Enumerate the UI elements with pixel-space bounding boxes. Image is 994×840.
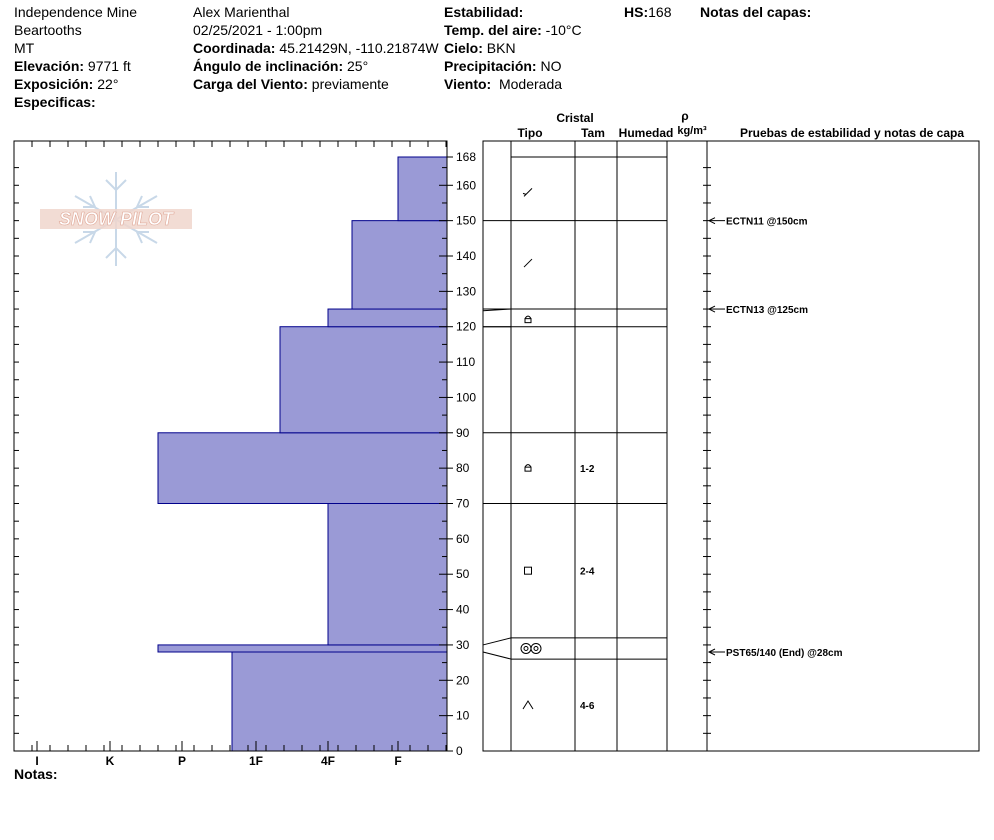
sky-value: BKN [486, 40, 516, 56]
crystal-ring [524, 646, 528, 650]
coordinate-value: 45.21429N, -110.21874W [279, 40, 439, 56]
air-temp-value: -10°C [545, 22, 582, 38]
hardness-layer-bar [398, 157, 447, 221]
elevation-label: Elevación: [14, 58, 85, 74]
height-tick-label: 140 [456, 249, 477, 263]
height-tick-label: 30 [456, 637, 470, 652]
crystal-caret [523, 701, 533, 709]
height-tick-label: 0 [456, 744, 463, 758]
size-header: Tam [581, 126, 605, 140]
precip-value: NO [540, 58, 562, 74]
stability-test [709, 217, 808, 228]
hardness-label: 4F [320, 754, 336, 768]
wind-value: Moderada [498, 76, 563, 92]
height-tick-label: 10 [456, 708, 470, 723]
crystal-size: 1-2 [580, 464, 595, 476]
height-tick-label: 160 [456, 178, 477, 193]
hardness-layers [158, 157, 447, 751]
crystal-faceted-icon [525, 567, 532, 574]
crystal-stroke [524, 259, 532, 267]
height-tick-label: 120 [456, 319, 477, 334]
hardness-label: K [105, 754, 115, 768]
logo-text: SNOW PILOT [59, 209, 173, 229]
crystal-symbols [521, 188, 595, 712]
air-temp-label: Temp. del aire: [444, 22, 542, 38]
hardness-label: I [35, 754, 39, 768]
height-tick-label: 40 [456, 602, 470, 617]
crystal-ring [534, 646, 538, 650]
hardness-label: 1F [248, 754, 264, 768]
wind-label: Viento: [444, 76, 492, 92]
observer-name: Alex Marienthal [193, 4, 290, 20]
height-tick-label: 150 [456, 213, 477, 228]
hs-label: HS: [624, 4, 649, 20]
crystal-stroke [523, 193, 526, 194]
crystal-mixed-icon [525, 465, 531, 472]
tests-header: Pruebas de estabilidad y notas de capa [739, 126, 965, 140]
crystal-box [525, 319, 531, 323]
hardness-label: F [394, 754, 402, 768]
height-tick-label: 168 [456, 150, 477, 164]
hardness-layer-bar [352, 221, 447, 309]
specifics-label: Especificas: [14, 94, 96, 110]
moisture-header: Humedad [618, 126, 674, 140]
height-tick-label: 130 [456, 284, 477, 299]
snowpilot-logo [40, 172, 192, 266]
stability-tests [709, 217, 843, 659]
hardness-layer-bar [280, 327, 447, 433]
height-tick-label: 20 [456, 673, 470, 688]
aspect-label: Exposición: [14, 76, 94, 92]
elevation-value: 9771 ft [87, 58, 131, 74]
crystal-ring [521, 643, 531, 653]
crystal-box [525, 567, 532, 574]
hardness-layer-bar [158, 433, 447, 504]
precip-label: Precipitación: [444, 58, 537, 74]
stability-label: Estabilidad: [444, 4, 524, 20]
height-tick-label: 110 [456, 355, 476, 370]
crystal-mixed-icon [525, 316, 531, 323]
hs-value: 168 [648, 4, 672, 20]
crystal-decomposed-icon [524, 259, 532, 267]
wind-load-value: previamente [311, 76, 389, 92]
stability-test [709, 648, 843, 659]
hardness-layer-bar [232, 652, 447, 751]
height-tick-label: 50 [456, 567, 470, 582]
layer-connector [483, 638, 511, 645]
crystal-box [525, 467, 531, 471]
aspect-value: 22° [97, 76, 119, 92]
test-label: ECTN11 @150cm [726, 216, 808, 228]
height-tick-label: 80 [456, 461, 470, 476]
density-unit-header: kg/m³ [677, 125, 707, 137]
crystal-ring [531, 643, 541, 653]
crystal-melt-freeze-icon [521, 643, 541, 653]
crystal-stroke [524, 188, 532, 196]
crystal-decomposed-icon [523, 188, 532, 196]
layer-connector [483, 652, 511, 659]
mountain-range: Beartooths [14, 22, 82, 38]
notes-label: Notas: [14, 766, 58, 782]
hardness-label: P [177, 754, 187, 768]
state: MT [14, 40, 35, 56]
crystal-header: Cristal [556, 111, 594, 125]
stability-test [709, 305, 808, 316]
crystal-size: 4-6 [580, 701, 595, 713]
hardness-layer-bar [158, 645, 447, 652]
type-header: Tipo [517, 126, 543, 140]
sky-label: Cielo: [444, 40, 483, 56]
crystal-size: 2-4 [580, 566, 595, 578]
slope-label: Ángulo de inclinación: [193, 58, 344, 74]
height-tick-label: 60 [456, 531, 470, 546]
location-name: Independence Mine [14, 4, 137, 20]
height-tick-label: 90 [456, 425, 470, 440]
crystal-depth-hoar-icon [523, 701, 533, 709]
hardness-layer-bar [328, 504, 447, 645]
wind-load-label: Carga del Viento: [193, 76, 308, 92]
test-label: ECTN13 @125cm [726, 305, 809, 317]
coordinate-label: Coordinada: [193, 40, 276, 56]
rho-header: ρ [681, 109, 689, 123]
observation-datetime: 02/25/2021 - 1:00pm [193, 22, 323, 38]
test-label: PST65/140 (End) @28cm [726, 648, 843, 659]
layer-notes-label: Notas del capas: [700, 4, 812, 20]
height-tick-label: 70 [456, 496, 470, 511]
height-tick-label: 100 [456, 390, 477, 405]
slope-value: 25° [347, 58, 369, 74]
hardness-layer-bar [328, 309, 447, 327]
